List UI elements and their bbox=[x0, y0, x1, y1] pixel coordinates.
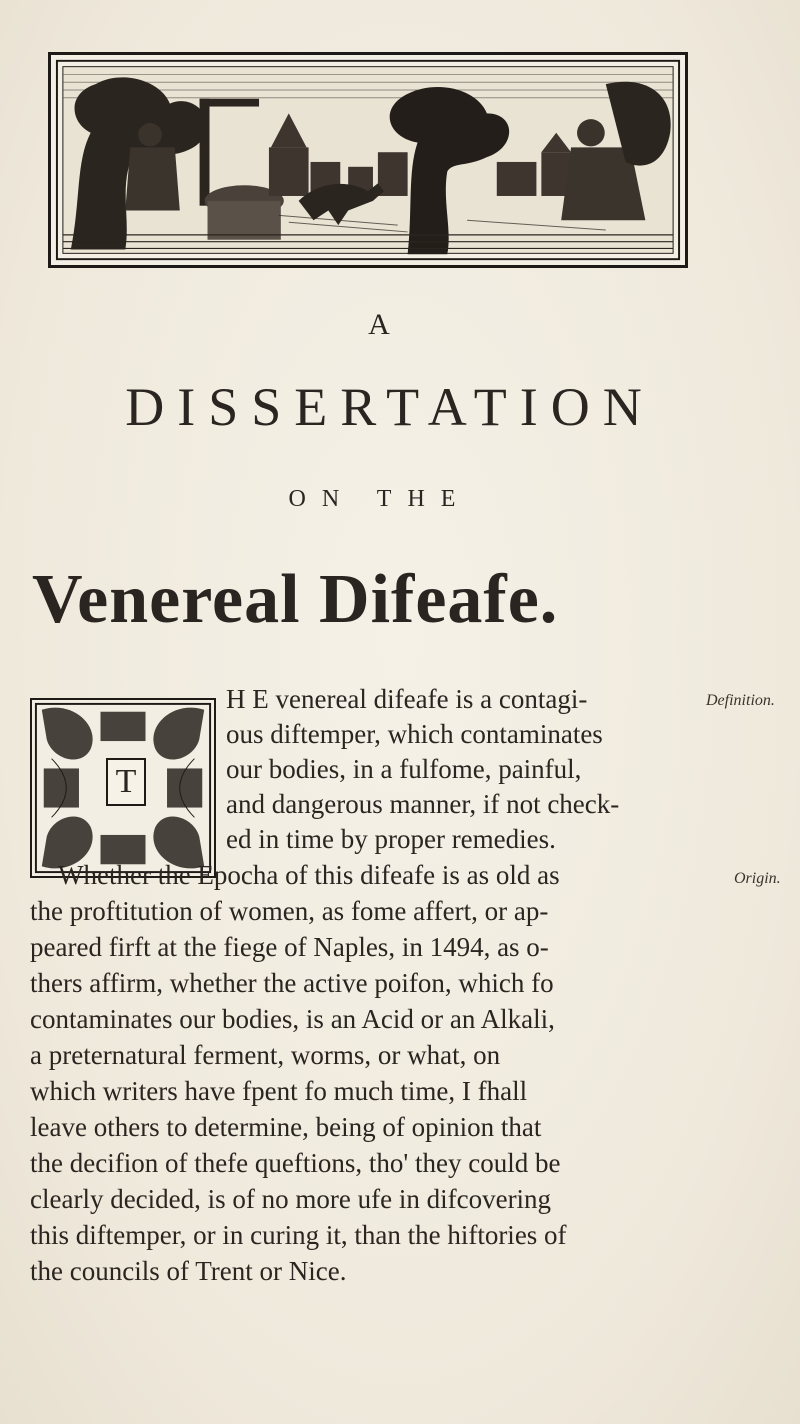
paragraph1-line-5: ed in time by proper remedies. bbox=[226, 824, 556, 854]
paragraph1-line-4: and dangerous manner, if not check- bbox=[226, 789, 620, 819]
decorated-initial bbox=[30, 698, 216, 878]
title-article: A bbox=[368, 308, 392, 341]
paragraph2-line-5: contaminates our bodies, is an Acid or an Alkali, bbox=[30, 1004, 555, 1034]
margin-note-origin: Origin. bbox=[734, 870, 781, 887]
paragraph1-line-3: our bodies, in a fulfome, painful, bbox=[226, 754, 582, 784]
paragraph2-line-10: clearly decided, is of no more ufe in difcovering bbox=[30, 1184, 552, 1214]
woodcut-headpiece bbox=[48, 52, 688, 268]
paragraph2-line-7: which writers have fpent fo much time, I fhall bbox=[30, 1076, 528, 1106]
paragraph2-line-4: thers affirm, whether the active poifon, which fo bbox=[30, 968, 554, 998]
paragraph2-line-1: Whether the Epocha of this difeafe is as old as bbox=[58, 860, 560, 890]
initial-letter: T bbox=[106, 758, 146, 806]
paragraph2-line-6: a preternatural ferment, worms, or what, on bbox=[30, 1040, 501, 1070]
woodcut-scene-illustration bbox=[51, 55, 685, 265]
title-subject: Venereal Difeafe. bbox=[32, 561, 559, 638]
paragraph2-line-11: this diftemper, or in curing it, than the hiftories of bbox=[30, 1220, 567, 1250]
paragraph2-line-2: the proftitution of women, as fome affert, or ap- bbox=[30, 896, 549, 926]
title-on-the: ON THE bbox=[288, 486, 472, 512]
paragraph2-line-3: peared firft at the fiege of Naples, in 1494, as o- bbox=[30, 932, 549, 962]
paragraph2-line-8: leave others to determine, being of opinion that bbox=[30, 1112, 542, 1142]
paragraph1-line-1: H E venereal difeafe is a contagi- bbox=[226, 684, 588, 714]
margin-note-definition: Definition. bbox=[706, 692, 775, 709]
paragraph2-line-12: the councils of Trent or Nice. bbox=[30, 1256, 347, 1286]
paragraph1-line-2: ous diftemper, which contaminates bbox=[226, 719, 603, 749]
paragraph2-line-9: the decifion of thefe queftions, tho' they could be bbox=[30, 1148, 561, 1178]
title-dissertation: DISSERTATION bbox=[125, 377, 655, 437]
